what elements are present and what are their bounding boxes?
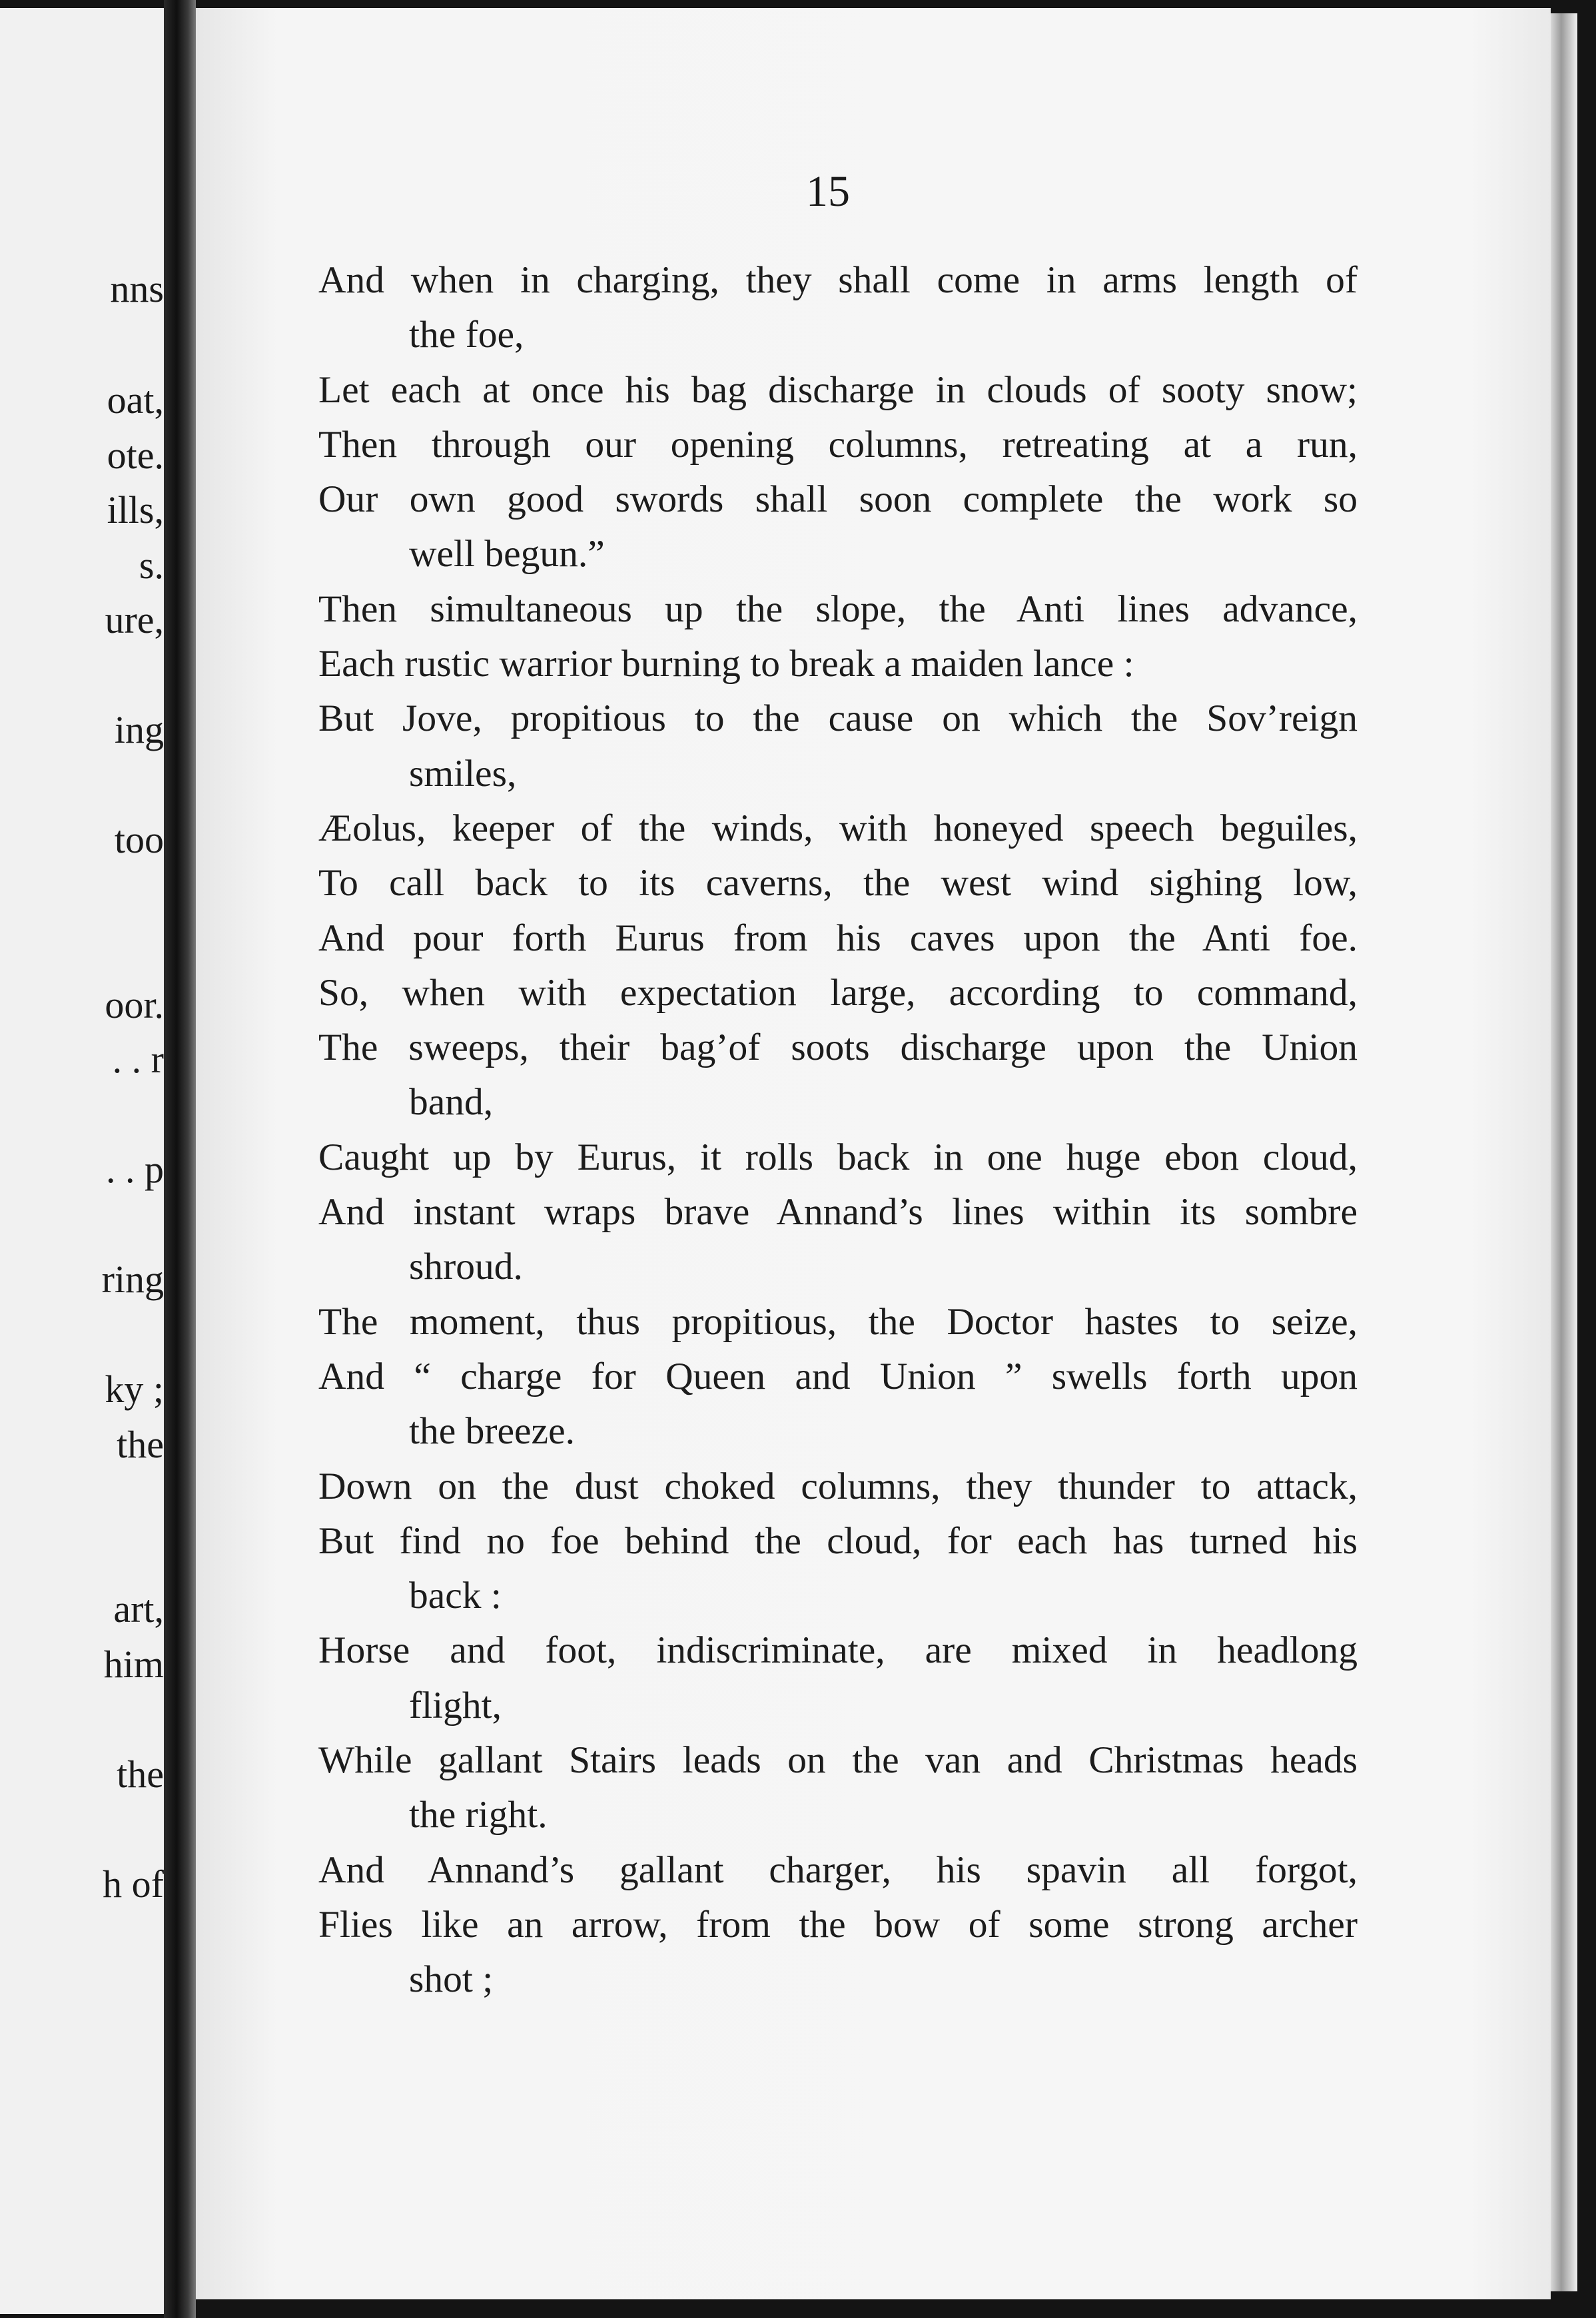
poem-line: The moment, thus propitious, the Doctor hastes to seize, — [318, 1300, 1358, 1343]
poem-line: And “ charge for Queen and Union ” swells forth upon — [318, 1355, 1358, 1397]
left-page-fragment: ring — [101, 1258, 164, 1301]
left-page-fragment: him — [103, 1643, 164, 1686]
left-page-fragment: oor. — [105, 983, 164, 1026]
poem-line: shroud. — [409, 1246, 523, 1288]
left-page-fragment: ing — [114, 708, 164, 751]
poem-line: Æolus, keeper of the winds, with honeyed speech beguiles, — [318, 807, 1358, 849]
left-page-fragment: oat, — [107, 378, 164, 422]
left-page-fragment: too — [114, 818, 164, 861]
poem-line: the breeze. — [409, 1410, 575, 1453]
left-page-fragment: ure, — [105, 598, 164, 641]
poem-line: But Jove, propitious to the cause on which the Sov’reign — [318, 697, 1358, 740]
poem-line: The sweeps, their bag’of soots discharge upon the Union — [318, 1026, 1358, 1069]
left-page-fragment: ills, — [107, 488, 164, 532]
poem-line: Then through our opening columns, retreating at a run, — [318, 423, 1358, 466]
poem-line: Let each at once his bag discharge in clouds of sooty snow; — [318, 368, 1358, 411]
left-page-fragment: the — [117, 1752, 164, 1796]
poem-line: Horse and foot, indiscriminate, are mixed in headlong — [318, 1629, 1358, 1672]
poem-line: And when in charging, they shall come in arms length of — [318, 259, 1358, 301]
poem-line: flight, — [409, 1684, 502, 1727]
poem-text — [318, 253, 1358, 2008]
poem-line: Flies like an arrow, from the bow of some strong archer — [318, 1903, 1358, 1946]
poem-line: Each rustic warrior burning to break a maiden lance : — [318, 643, 1134, 685]
poem-line: smiles, — [409, 752, 517, 795]
page-edge — [1551, 13, 1577, 2291]
poem-line: And pour forth Eurus from his caves upon the Anti foe. — [318, 917, 1358, 959]
poem-line: And instant wraps brave Annand’s lines within its sombre — [318, 1191, 1358, 1234]
left-page-fragment: ote. — [107, 434, 164, 477]
poem-line: the foe, — [409, 314, 524, 356]
poem-line: But find no foe behind the cloud, for each has turned his — [318, 1519, 1358, 1562]
left-page-fragment: . . p — [106, 1148, 164, 1191]
poem-line: So, when with expectation large, according to command, — [318, 971, 1358, 1014]
poem-line: To call back to its caverns, the west wind sighing low, — [318, 862, 1358, 905]
left-page-fragment: the — [117, 1423, 164, 1466]
poem-line: While gallant Stairs leads on the van and Christmas heads — [318, 1739, 1358, 1782]
left-page-fragment: h of — [103, 1862, 164, 1906]
book-gutter — [164, 0, 196, 2318]
left-page-fragment: nns — [110, 267, 164, 310]
poem-line: Our own good swords shall soon complete the work so — [318, 478, 1358, 521]
previous-page-strip — [0, 8, 164, 2314]
left-page-fragment: s. — [139, 544, 164, 587]
poem-line: Down on the dust choked columns, they thunder to attack, — [318, 1465, 1358, 1507]
poem-line: back : — [409, 1575, 502, 1617]
poem-line: Caught up by Eurus, it rolls back in one huge ebon cloud, — [318, 1136, 1358, 1178]
poem-line: shot ; — [409, 1958, 494, 2001]
poem-line: well begun.” — [409, 533, 605, 576]
left-page-fragment: art, — [113, 1587, 164, 1631]
poem-line: the right. — [409, 1794, 548, 1836]
poem-line: And Annand’s gallant charger, his spavin all forgot, — [318, 1848, 1358, 1891]
left-page-fragment: ky ; — [105, 1367, 164, 1411]
poem-line: Then simultaneous up the slope, the Anti lines advance, — [318, 587, 1358, 630]
page-number: 15 — [806, 167, 850, 216]
poem-line: band, — [409, 1081, 494, 1124]
left-page-fragment: . . r — [112, 1038, 164, 1081]
